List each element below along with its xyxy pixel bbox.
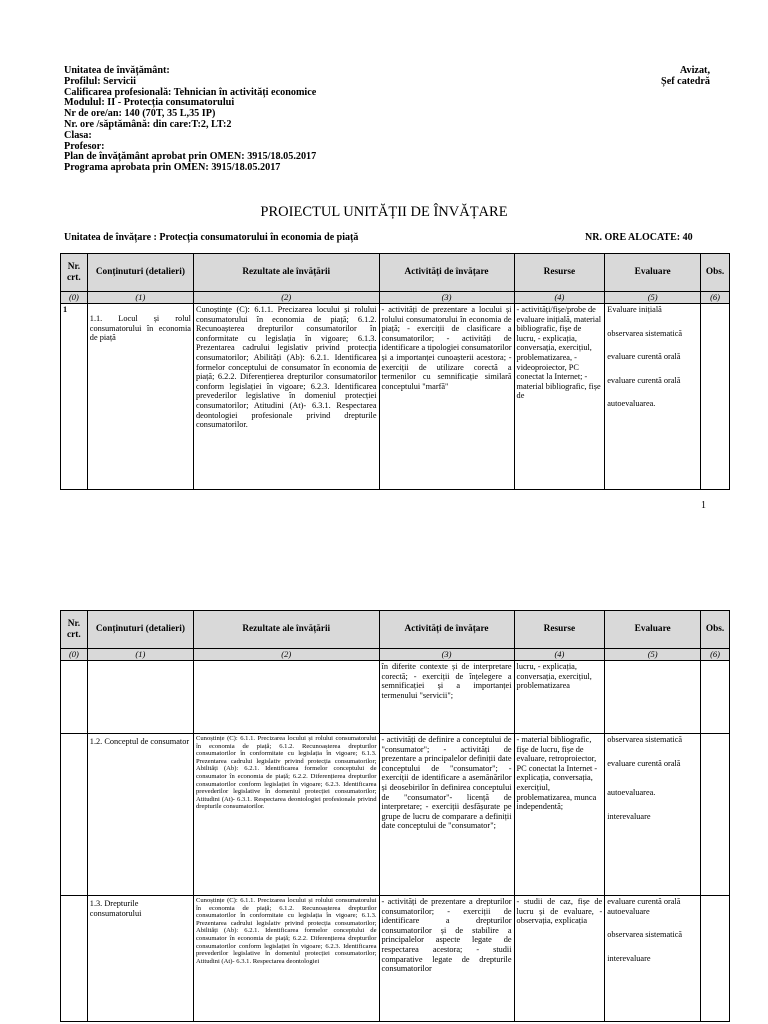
allocated-hours: NR. ORE ALOCATE: 40 <box>585 232 693 243</box>
col-header: Evaluare <box>605 254 701 292</box>
table-row <box>61 896 730 1022</box>
col-header: Rezultate ale învățării <box>193 254 379 292</box>
approval-line: Șef catedră <box>661 75 710 87</box>
header-line: Modulul: II - Protecția consumatorului <box>64 97 235 109</box>
evaluation-item: evaluare curentă orală <box>607 758 681 768</box>
observations-cell <box>701 734 730 896</box>
col-index: (0) <box>61 292 88 304</box>
evaluation-item: evaluare curentă orală <box>607 352 681 362</box>
col-index: (4) <box>514 649 605 661</box>
evaluation-item: Evaluare inițială <box>607 305 662 314</box>
row-number <box>61 896 88 1022</box>
content-cell: 1.3. Drepturile consumatorului <box>87 896 193 1022</box>
evaluation-item: evaluare curentă orală <box>607 375 681 385</box>
col-header: Resurse <box>514 254 605 292</box>
evaluation-item: observarea sistematică <box>607 930 683 940</box>
col-index: (2) <box>193 649 379 661</box>
resources-cell: lucru, - explicația, conversația, exercițiul, problematizarea <box>514 661 605 734</box>
col-header: Nr. crt. <box>61 611 88 649</box>
header-line: Plan de învățământ aprobat prin OMEN: 3915/18.05.2017 <box>64 151 317 163</box>
col-index: (2) <box>193 292 379 304</box>
col-index: (1) <box>87 292 193 304</box>
row-number <box>61 661 88 734</box>
header-line: Unitatea de învățământ: <box>64 65 170 76</box>
row-number: 1 <box>61 304 88 490</box>
activities-cell: - activități de prezentare a locului și rolului consumatorului în economia de piață; - exerciții de clasificare a consumatorilor; - activități de identificare a tipologiei consumatorilor și a importanței cunoașterii acestora; - exerciții de utilizare corectă a termenilor cu semnificație similară conceptului "marfă" <box>379 304 514 490</box>
col-header: Activități de învățare <box>379 611 514 649</box>
header-line: Profilul: Servicii <box>64 75 136 87</box>
table-header-row <box>61 611 730 649</box>
content-cell: 1.1. Locul și rolul consumatorului în economia de piață <box>87 304 193 490</box>
table-index-row <box>61 292 730 304</box>
table-row <box>61 661 730 734</box>
header-line: Calificarea profesională: Tehnician în activități economice <box>64 86 317 98</box>
results-cell: Cunoștințe (C): 6.1.1. Precizarea locului și rolului consumatorului în economia de piață; 6.1.2. Recunoașterea drepturilor consumatorilor în conformitate cu legislația în vigoare; 6.1.3. Prezentarea cadrului legislativ privind protecția consumatorilor; Abilități (Ab): 6.2.1. Identificarea formelor conceptului de consumator în economia de piață; 6.2.2. Diferențierea drepturilor consumatorilor conform legislației în vigoare; 6.2.3. Identificarea prevederilor legislative în domeniul protecției consumatorilor; Atitudini (At)- 6.3.1. Respectarea deontologiei profesionale privind drepturile consumatorilor. <box>193 734 379 896</box>
col-index: (5) <box>605 292 701 304</box>
header-info-block <box>64 66 316 174</box>
evaluation-item: observarea sistematică <box>607 328 683 338</box>
resources-cell: - studii de caz, fișe de lucru și de evaluare, - observația, explicația <box>514 896 605 1022</box>
table-row <box>61 304 730 490</box>
approval-block <box>661 66 710 88</box>
table-row <box>61 734 730 896</box>
col-index: (3) <box>379 292 514 304</box>
observations-cell <box>701 896 730 1022</box>
project-table-page-1 <box>60 253 730 490</box>
content-cell <box>87 661 193 734</box>
table-header-row <box>61 254 730 292</box>
document-page-2 <box>0 530 768 1024</box>
col-header: Conținuturi (detalieri) <box>87 254 193 292</box>
results-cell: Cunoștințe (C): 6.1.1. Precizarea locului și rolului consumatorului în economia de piață; 6.1.2. Recunoașterea drepturilor consumatorilor în conformitate cu legislația în vigoare; 6.1.3. Prezentarea cadrului legislativ privind protecția consumatorilor; Abilități (Ab): 6.2.1. Identificarea formelor conceptului de consumator în economia de piață; 6.2.2. Diferențierea drepturilor consumatorilor conform legislației în vigoare; 6.2.3. Identificarea prevederilor legislative în domeniul protecției consumatorilor; Atitudini (At)- 6.3.1. Respectarea deontologiei <box>193 896 379 1022</box>
col-header: Rezultate ale învățării <box>193 611 379 649</box>
resources-cell: - material bibliografic, fișe de lucru, fișe de evaluare, retroproiector, PC conectat la Internet - explicația, conversația, exercițiul, problematizarea, munca independentă; <box>514 734 605 896</box>
observations-cell <box>701 661 730 734</box>
resources-cell: - activități/fișe/probe de evaluare inițială, material bibliografic, fișe de lucru, - explicația, conversația, exercițiul, problematizarea, - videoproiector, PC conectat la Internet; - material bibliografic, fișe de <box>514 304 605 490</box>
evaluation-cell <box>605 896 701 1022</box>
row-number <box>61 734 88 896</box>
document-title: PROIECTUL UNITĂȚII DE ÎNVĂȚARE <box>260 204 508 220</box>
col-index: (6) <box>701 649 730 661</box>
col-header: Obs. <box>701 254 730 292</box>
page-number: 1 <box>701 500 706 511</box>
header-line: Clasa: <box>64 129 92 141</box>
col-header: Conținuturi (detalieri) <box>87 611 193 649</box>
learning-unit-line: Unitatea de învățare : Protecția consumatorului în economia de piață <box>64 232 359 243</box>
evaluation-item: observarea sistematică <box>607 735 683 744</box>
col-header: Nr. crt. <box>61 254 88 292</box>
col-index: (5) <box>605 649 701 661</box>
col-header: Resurse <box>514 611 605 649</box>
evaluation-cell <box>605 734 701 896</box>
results-cell: Cunoștințe (C): 6.1.1. Precizarea locului și rolului consumatorului în economia de piață; 6.1.2. Recunoașterea drepturilor consumatorilor în conformitate cu legislația în vigoare; 6.1.3. Prezentarea cadrului legislativ privind protecția consumatorilor; Abilități (Ab): 6.2.1. Identificarea formelor conceptului de consumator în economia de piață; 6.2.2. Diferențierea drepturilor consumatorilor conform legislației în vigoare; 6.2.3. Identificarea prevederilor legislative în domeniul protecției consumatorilor; Atitudini (At)- 6.3.1. Respectarea deontologiei profesionale privind drepturile consumatorilor. <box>193 304 379 490</box>
evaluation-item: autoevaluarea. <box>607 788 656 798</box>
header-line: Nr de ore/an: 140 (70T, 35 L,35 IP) <box>64 108 216 120</box>
col-header: Activități de învățare <box>379 254 514 292</box>
col-header: Obs. <box>701 611 730 649</box>
col-index: (1) <box>87 649 193 661</box>
table-index-row <box>61 649 730 661</box>
col-index: (0) <box>61 649 88 661</box>
approval-line: Avizat, <box>679 65 710 76</box>
header-line: Nr. ore /săptămână: din care:T:2, LT:2 <box>64 118 232 130</box>
col-index: (3) <box>379 649 514 661</box>
project-table-page-2 <box>60 610 730 1022</box>
evaluation-cell <box>605 661 701 734</box>
activities-cell: - activități de prezentare a drepturilor consumatorilor; - exerciții de identificare a drepturilor consumatorilor și de stabilire a principalelor aspecte legate de respectarea acestora; - studii comparative legate de drepturile consumatorilor <box>379 896 514 1022</box>
header-line: Programa aprobata prin OMEN: 3915/18.05.2017 <box>64 162 281 174</box>
content-cell: 1.2. Conceptul de consumator <box>87 734 193 896</box>
evaluation-item: evaluare curentă orală autoevaluare <box>607 897 681 916</box>
evaluation-cell <box>605 304 701 490</box>
evaluation-item: autoevaluarea. <box>607 399 656 409</box>
activities-cell: în diferite contexte și de interpretare corectă; - exerciții de înțelegere a semnificației și a importanței termenului "servicii"; <box>379 661 514 734</box>
results-cell <box>193 661 379 734</box>
col-header: Evaluare <box>605 611 701 649</box>
evaluation-item: interevaluare <box>607 953 651 963</box>
activities-cell: - activități de definire a conceptului de "consumator"; - activități de prezentare a principalelor definiții date conceptului de "consumator"; - exerciții de identificare a asemănărilor și deosebirilor în definirea conceptului de "consumator"- licență de interpretare; - exerciții desfășurate pe grupe de lucru de comparare a definiții date conceptului de "consumator"; <box>379 734 514 896</box>
header-line: Profesor: <box>64 140 105 152</box>
col-index: (6) <box>701 292 730 304</box>
observations-cell <box>701 304 730 490</box>
col-index: (4) <box>514 292 605 304</box>
evaluation-item: interevaluare <box>607 811 651 821</box>
